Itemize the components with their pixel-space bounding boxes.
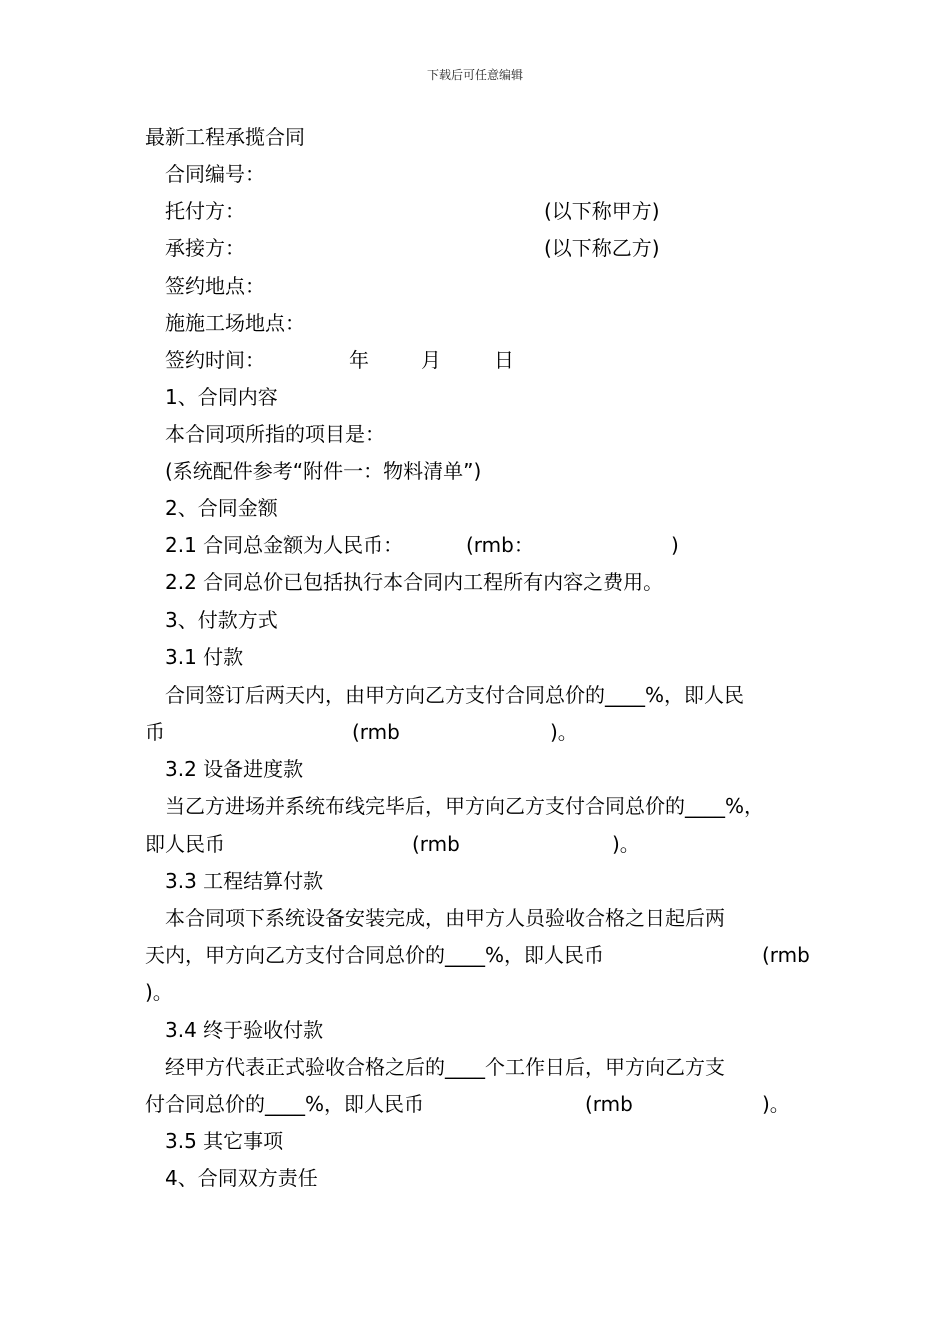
site-place-label: 施施工场地点：	[165, 311, 305, 335]
section-1-note: (系统配件参考“附件一：物料清单”)	[165, 459, 482, 483]
section-1-heading: 1、合同内容	[165, 385, 278, 409]
contractor-label: 承接方：	[165, 236, 245, 260]
section-3-3-heading: 3.3 工程结算付款	[165, 869, 324, 893]
client-note: (以下称甲方)	[544, 199, 660, 223]
section-3-2-line-2: 即人民币	[145, 832, 225, 856]
contract-title: 最新工程承揽合同	[145, 125, 305, 149]
section-2-1-close: )	[671, 533, 679, 557]
page-header: 下载后可任意编辑	[426, 68, 523, 82]
sign-time-label: 签约时间：	[165, 348, 265, 372]
section-3-2-heading: 3.2 设备进度款	[165, 757, 304, 781]
section-3-4-line-1: 经甲方代表正式验收合格之后的____个工作日后，甲方向乙方支	[165, 1055, 725, 1079]
section-3-5-heading: 3.5 其它事项	[165, 1129, 284, 1153]
section-3-1-close: )。	[550, 720, 578, 744]
day-label: 日	[494, 348, 514, 372]
year-label: 年	[349, 348, 369, 372]
contract-number-label: 合同编号：	[165, 162, 265, 186]
month-label: 月	[421, 348, 441, 372]
section-3-1-line-1: 合同签订后两天内，由甲方向乙方支付合同总价的____%，即人民	[165, 683, 745, 707]
client-label: 托付方：	[165, 199, 245, 223]
section-3-1-rmb: (rmb	[352, 720, 400, 744]
section-3-3-line-1: 本合同项下系统设备安装完成，由甲方人员验收合格之日起后两	[165, 906, 725, 930]
section-2-1-text: 2.1 合同总金额为人民币：	[165, 533, 404, 557]
section-3-4-line-2: 付合同总价的____%，即人民币	[145, 1092, 425, 1116]
section-3-4-close: )。	[762, 1092, 790, 1116]
contractor-note: (以下称乙方)	[544, 236, 660, 260]
section-3-2-line-1: 当乙方进场并系统布线完毕后，甲方向乙方支付合同总价的____%，	[165, 794, 765, 818]
section-3-4-rmb: (rmb	[585, 1092, 633, 1116]
section-3-3-rmb: (rmb	[762, 943, 810, 967]
section-3-2-rmb: (rmb	[412, 832, 460, 856]
sign-place-label: 签约地点：	[165, 274, 265, 298]
section-3-2-close: )。	[612, 832, 640, 856]
section-3-1-heading: 3.1 付款	[165, 645, 244, 669]
section-3-4-heading: 3.4 终于验收付款	[165, 1018, 324, 1042]
section-2-1-rmb: (rmb：	[466, 533, 534, 557]
section-3-heading: 3、付款方式	[165, 608, 278, 632]
section-2-heading: 2、合同金额	[165, 496, 278, 520]
section-3-1-line-2: 币	[145, 720, 165, 744]
section-3-3-line-3: )。	[145, 980, 173, 1004]
section-1-paragraph: 本合同项所指的项目是：	[165, 422, 385, 446]
section-4-heading: 4、合同双方责任	[165, 1166, 318, 1190]
section-2-2-text: 2.2 合同总价已包括执行本合同内工程所有内容之费用。	[165, 570, 664, 594]
section-3-3-line-2: 天内，甲方向乙方支付合同总价的____%，即人民币	[145, 943, 605, 967]
